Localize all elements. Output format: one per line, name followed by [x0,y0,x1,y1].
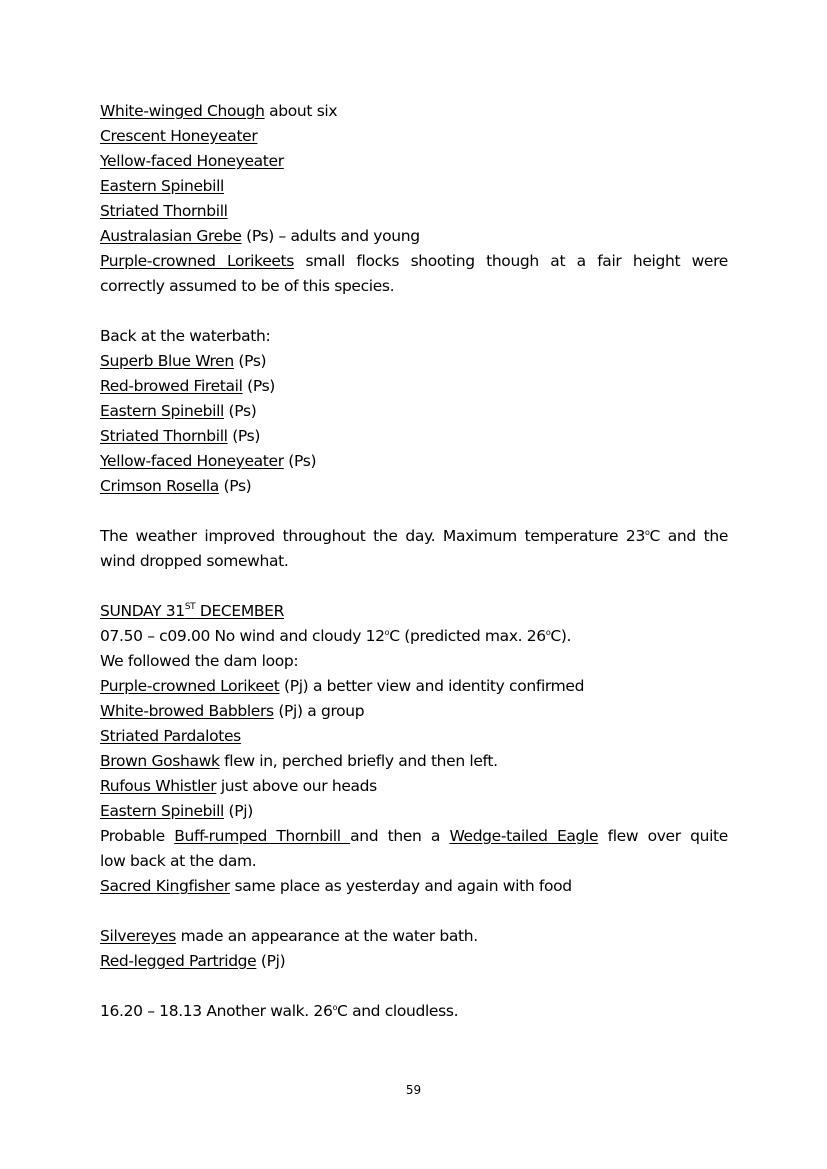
sighting-line [100,724,728,749]
sighting-line [100,99,728,124]
weather-text: The weather improved throughout the day. Maximum temperature 23 [100,527,645,545]
sighting-note: (Ps) [233,352,267,370]
sighting-line [100,924,728,949]
time-text: 07.50 – c09.00 No wind and cloudy 12 [100,627,385,645]
time-line [100,624,728,649]
species-name: Brown Goshawk [100,752,220,770]
list-item [100,374,728,399]
species-name: Purple-crowned Lorikeet [100,677,280,695]
species-name: Rufous Whistler [100,777,217,795]
species-name: Striated Thornbill [100,202,228,220]
document-body [100,99,728,1024]
species-name: Eastern Spinebill [100,402,224,420]
sighting-note: (Pj) a group [273,702,365,720]
species-name: Red-legged Partridge [100,952,257,970]
paragraph-gap [100,974,728,999]
weather-line: wind dropped somewhat. [100,552,289,570]
sighting-line-continued: low back at the dam. [100,852,257,870]
degree-symbol: o [644,528,650,537]
sighting-line [100,749,728,774]
sighting-note: (Ps) [283,452,317,470]
heading-part: SUNDAY 31 [100,602,185,620]
species-name: Buff-rumped Thornbill [174,827,351,845]
ordinal-suffix: ST [184,602,196,612]
species-name: Red-browed Firetail [100,377,243,395]
species-name: Crescent Honeyeater [100,127,258,145]
weather-line [100,524,728,549]
species-name: Yellow-faced Honeyeater [100,452,284,470]
time-text: C). [550,627,572,645]
species-name: Yellow-faced Honeyeater [100,152,284,170]
paragraph-gap [100,499,728,524]
species-name: Purple-crowned Lorikeets [100,252,295,270]
list-item [100,424,728,449]
sighting-note: (Pj) [223,802,253,820]
sighting-note: (Pj) [256,952,286,970]
sighting-note: (Ps) [223,402,257,420]
sighting-line [100,249,728,274]
time-text: C (predicted max. 26 [389,627,546,645]
sighting-note: (Ps) [218,477,252,495]
sighting-note: (Ps) [242,377,275,395]
sighting-note: same place as yesterday and again with food [229,877,572,895]
list-item [100,449,728,474]
waterbath-list [100,349,728,499]
list-item [100,399,728,424]
sighting-note: and then a [350,827,450,845]
sighting-note: made an appearance at the water bath. [176,927,478,945]
walk-line [100,999,728,1024]
walk-text: C and cloudless. [337,1002,459,1020]
degree-symbol: o [545,628,551,637]
sighting-line [100,799,728,824]
species-name: Crimson Rosella [100,477,219,495]
species-name: Wedge-tailed Eagle [449,827,599,845]
sighting-note: about six [264,102,338,120]
sighting-line [100,149,728,174]
species-name: Sacred Kingfisher [100,877,230,895]
sighting-line [100,824,728,849]
heading-part: DECEMBER [195,602,285,620]
sighting-line [100,199,728,224]
sighting-note: flew over quite [598,827,728,845]
page-number: 59 [405,1083,422,1097]
sighting-note: Probable [100,827,175,845]
sighting-line [100,124,728,149]
degree-symbol: o [332,1003,338,1012]
sighting-note: (Ps) [227,427,261,445]
list-item [100,349,728,374]
species-name: White-browed Babblers [100,702,274,720]
sighting-line [100,774,728,799]
species-name: White-winged Chough [100,102,265,120]
day-heading [100,599,728,624]
sighting-line-continued: correctly assumed to be of this species. [100,277,395,295]
paragraph-gap [100,299,728,324]
sighting-line [100,174,728,199]
species-name: Striated Thornbill [100,427,228,445]
day-heading-text [100,602,284,620]
species-name: Australasian Grebe [100,227,242,245]
sighting-note: (Ps) – adults and young [241,227,420,245]
section-heading: Back at the waterbath: [100,327,271,345]
route-line: We followed the dam loop: [100,652,299,670]
species-name: Eastern Spinebill [100,802,224,820]
weather-text: C and the [649,527,729,545]
species-name: Striated Pardalotes [100,727,241,745]
sighting-note: small flocks shooting though at a fair height were [294,252,728,270]
species-name: Silvereyes [100,927,177,945]
sighting-line [100,699,728,724]
species-name: Eastern Spinebill [100,177,224,195]
sighting-note: just above our heads [216,777,377,795]
walk-text: 16.20 – 18.13 Another walk. 26 [100,1002,333,1020]
sighting-line [100,224,728,249]
sighting-line [100,674,728,699]
sighting-line [100,949,728,974]
paragraph-gap [100,899,728,924]
species-name: Superb Blue Wren [100,352,234,370]
sighting-note: flew in, perched briefly and then left. [219,752,498,770]
sighting-line [100,874,728,899]
list-item [100,474,728,499]
paragraph-gap [100,574,728,599]
degree-symbol: o [384,628,390,637]
sighting-note: (Pj) a better view and identity confirmed [279,677,585,695]
